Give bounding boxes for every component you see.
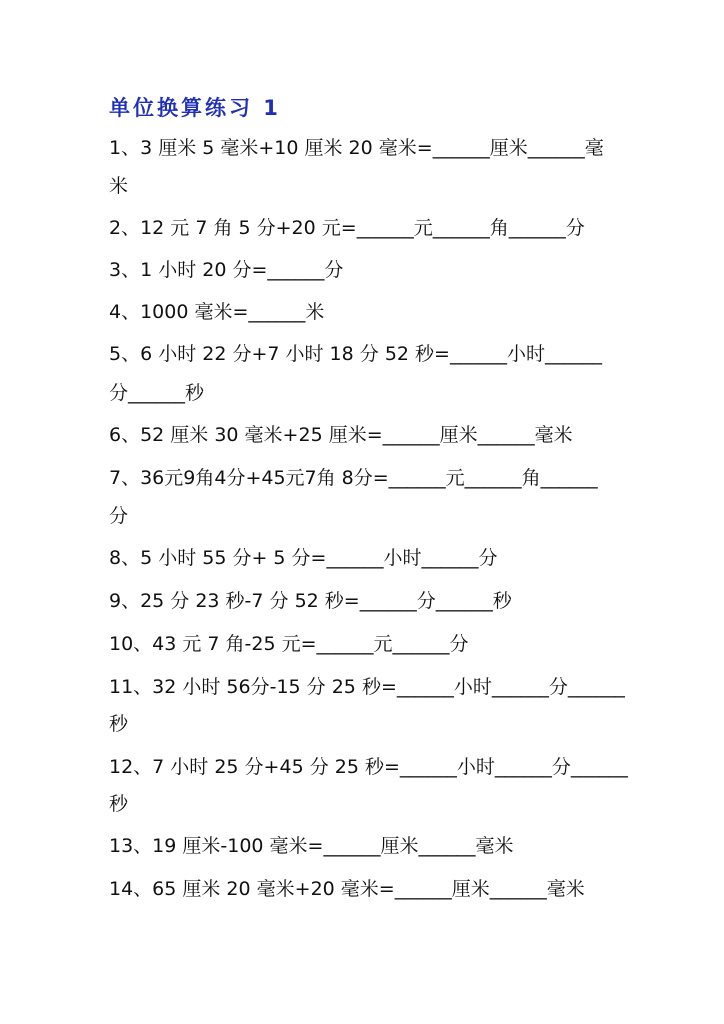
exercise-line: 13、19 厘米-100 毫米=______厘米______毫米 — [109, 835, 514, 857]
exercise-line: 2、12 元 7 角 5 分+20 元=______元______角______分 — [109, 217, 585, 239]
exercise-line: 分 — [109, 505, 129, 527]
exercise-line: 5、6 小时 22 分+7 小时 18 分 52 秒=______小时______ — [109, 343, 602, 365]
exercise-line: 6、52 厘米 30 毫米+25 厘米=______厘米______毫米 — [109, 424, 573, 446]
exercise-line: 1、3 厘米 5 毫米+10 厘米 20 毫米=______厘米______毫 — [109, 137, 604, 159]
exercise-line: 9、25 分 23 秒-7 分 52 秒=______分______秒 — [109, 590, 512, 612]
exercise-line: 3、1 小时 20 分=______分 — [109, 259, 344, 281]
exercise-line: 8、5 小时 55 分+ 5 分=______小时______分 — [109, 547, 498, 569]
exercise-line: 4、1000 毫米=______米 — [109, 301, 325, 323]
exercise-line: 11、32 小时 56分-15 分 25 秒=______小时______分______ — [109, 676, 625, 698]
exercise-line: 12、7 小时 25 分+45 分 25 秒=______小时______分______ — [109, 756, 628, 778]
exercise-line: 10、43 元 7 角-25 元=______元______分 — [109, 633, 469, 655]
exercise-line: 7、36元9角4分+45元7角 8分=______元______角______ — [109, 467, 598, 489]
exercise-line: 分______秒 — [109, 382, 205, 404]
exercise-line: 秒 — [109, 793, 129, 815]
worksheet-title: 单位换算练习 1 — [109, 96, 281, 120]
exercise-line: 米 — [109, 175, 129, 197]
exercise-line: 14、65 厘米 20 毫米+20 毫米=______厘米______毫米 — [109, 878, 585, 900]
exercise-line: 秒 — [109, 713, 129, 735]
